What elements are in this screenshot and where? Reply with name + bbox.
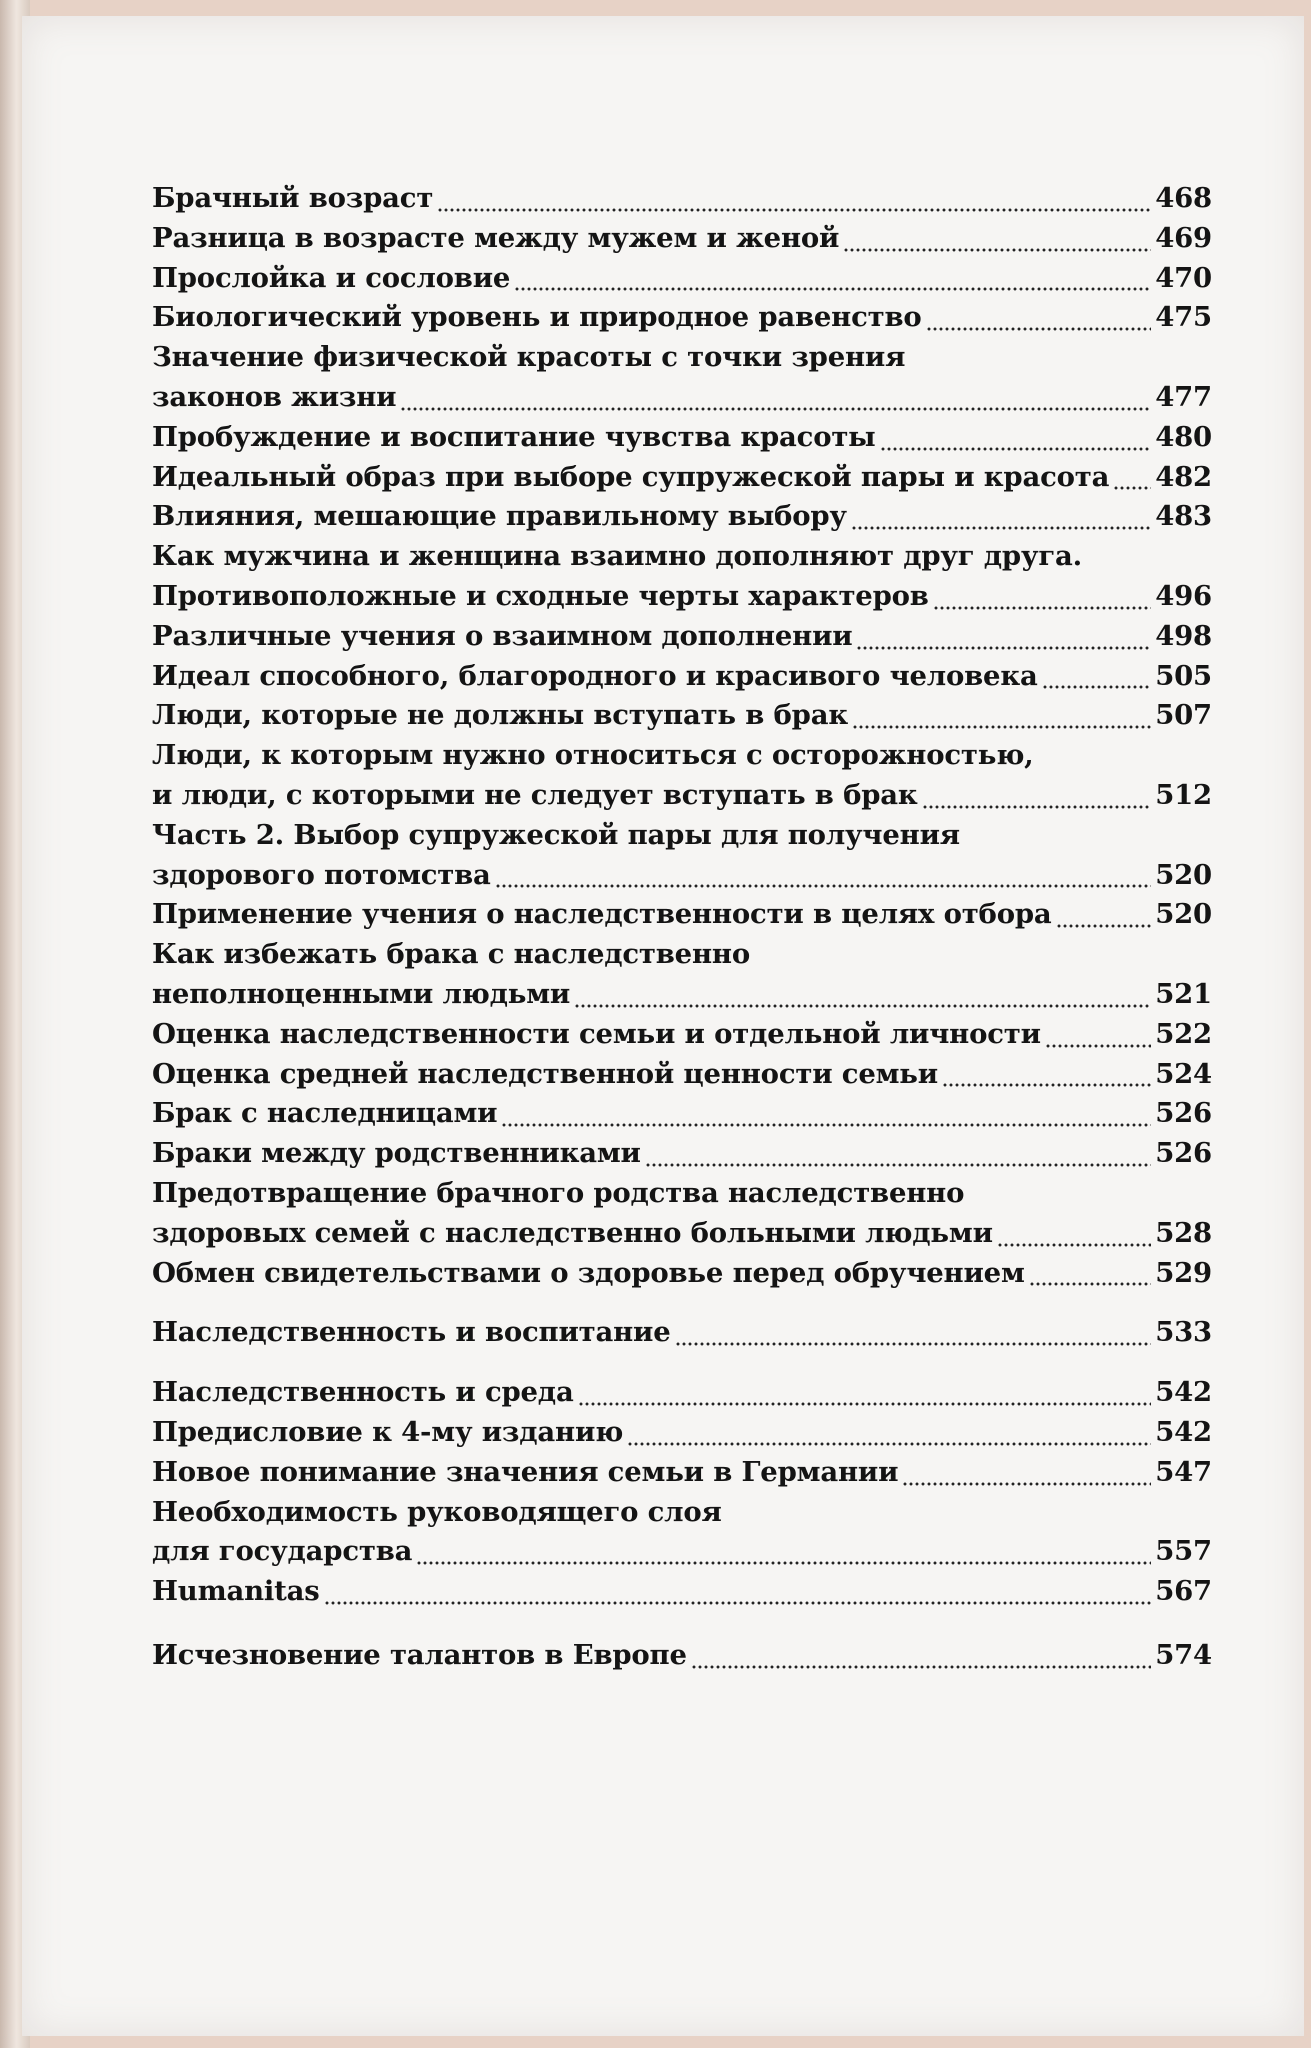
page-number: 526 <box>1155 1137 1212 1170</box>
page-number: 547 <box>1155 1455 1212 1488</box>
dot-leader <box>942 1083 1151 1087</box>
toc-entry <box>152 540 1212 580</box>
section-gap <box>152 1615 1212 1639</box>
toc-entry <box>152 1316 1212 1356</box>
toc-entry-row <box>152 1535 1212 1575</box>
page-number: 505 <box>1155 659 1212 692</box>
toc-entry-title: Предисловие к 4-му изданию <box>152 1415 624 1448</box>
toc-entry <box>152 1639 1212 1679</box>
toc-entry-title: Браки между родственниками <box>152 1137 641 1170</box>
toc-entry-row <box>152 1018 1212 1058</box>
toc-entry-title: Применение учения о наследственности в целях отбора <box>152 898 1052 931</box>
page-number: 520 <box>1155 898 1212 931</box>
toc-entry <box>152 1575 1212 1615</box>
toc-entry-row <box>152 182 1212 222</box>
toc-entry-title: Прослойка и сословие <box>152 261 511 294</box>
toc-entry-title: Влияния, мешающие правильному выбору <box>152 500 847 533</box>
toc-entry-title: Наследственность и воспитание <box>152 1316 671 1349</box>
toc-entry-row <box>152 461 1212 501</box>
book-page <box>22 16 1304 2036</box>
toc-entry-row <box>152 1316 1212 1356</box>
dot-leader <box>416 1561 1151 1565</box>
toc-entry-title: Биологический уровень и природное равенство <box>152 301 922 334</box>
page-number: 526 <box>1155 1097 1212 1130</box>
dot-leader <box>997 1243 1151 1247</box>
page-number: 483 <box>1155 500 1212 533</box>
dot-leader <box>1056 924 1152 928</box>
toc-entry-row <box>152 1456 1212 1496</box>
toc-entry-row <box>152 1217 1212 1257</box>
toc-entry-title: Противоположные и сходные черты характеров <box>152 579 929 612</box>
page-number: 470 <box>1155 261 1212 294</box>
dot-leader <box>933 606 1152 610</box>
toc-entry-title: здоровых семей с наследственно больными людьми <box>152 1216 993 1249</box>
page-number: 520 <box>1155 858 1212 891</box>
toc-entry-row <box>152 1137 1212 1177</box>
section-gap <box>152 1356 1212 1376</box>
dot-leader <box>578 1402 1152 1406</box>
toc-entry-row <box>152 262 1212 302</box>
toc-entry <box>152 819 1212 899</box>
toc-entry-row <box>152 699 1212 739</box>
toc-entry-title: Оценка наследственности семьи и отдельной личности <box>152 1017 1041 1050</box>
toc-entry-row <box>152 580 1212 620</box>
toc-entry-row <box>152 1097 1212 1137</box>
page-number: 542 <box>1155 1415 1212 1448</box>
toc-entry-row <box>152 1376 1212 1416</box>
toc-entry-title: неполноценными людьми <box>152 977 571 1010</box>
toc-entry-row <box>152 540 1212 580</box>
toc-entry-row <box>152 859 1212 899</box>
toc-entry-row <box>152 222 1212 262</box>
toc-entry-title: Идеал способного, благородного и красивого человека <box>152 659 1038 692</box>
page-number: 567 <box>1155 1575 1212 1608</box>
toc-entry-title: законов жизни <box>152 380 397 413</box>
toc-entry-row <box>152 500 1212 540</box>
dot-leader <box>675 1342 1152 1346</box>
toc-entry-title: для государства <box>152 1535 413 1568</box>
toc-entry-row <box>152 898 1212 938</box>
toc-entry-title: Humanitas <box>152 1575 320 1608</box>
toc-entry-title: Оценка средней наследственной ценности семьи <box>152 1057 938 1090</box>
toc-entry-row <box>152 1639 1212 1679</box>
page-number: 482 <box>1155 460 1212 493</box>
toc-entry <box>152 500 1212 540</box>
dot-leader <box>437 208 1151 212</box>
toc-entry-row <box>152 381 1212 421</box>
toc-entry <box>152 341 1212 421</box>
section-gap <box>152 1296 1212 1316</box>
page-number: 574 <box>1155 1638 1212 1671</box>
dot-leader <box>1029 1282 1152 1286</box>
toc-entry-title: Различные учения о взаимном дополнении <box>152 619 853 652</box>
toc-entry <box>152 461 1212 501</box>
toc-entry-title: и люди, с которыми не следует вступать в брак <box>152 778 918 811</box>
page-number: 468 <box>1155 182 1212 214</box>
page-number: 522 <box>1155 1017 1212 1050</box>
dot-leader <box>856 646 1151 650</box>
dot-leader <box>627 1442 1151 1446</box>
page-number: 528 <box>1155 1216 1212 1249</box>
page-number: 529 <box>1155 1256 1212 1289</box>
toc-entry <box>152 1376 1212 1416</box>
page-number: 521 <box>1155 977 1212 1010</box>
page-number: 480 <box>1155 420 1212 453</box>
toc-entry <box>152 262 1212 302</box>
toc-entry-title: Разница в возрасте между мужем и женой <box>152 221 840 254</box>
toc-entry <box>152 739 1212 819</box>
toc-entry <box>152 1257 1212 1297</box>
dot-leader <box>514 287 1151 291</box>
toc-entry-title: Обмен свидетельствами о здоровье перед обручением <box>152 1256 1025 1289</box>
page-number: 475 <box>1155 301 1212 334</box>
dot-leader <box>645 1163 1151 1167</box>
toc-entry <box>152 938 1212 1018</box>
dot-leader <box>852 725 1151 729</box>
toc-entry-title-line: Люди, к которым нужно относиться с осторожностью, <box>152 739 1034 772</box>
toc-entry <box>152 898 1212 938</box>
toc-entry <box>152 620 1212 660</box>
toc-entry-title: Новое понимание значения семьи в Германии <box>152 1455 899 1488</box>
toc-entry-title: Наследственность и среда <box>152 1376 574 1409</box>
page-number: 469 <box>1155 221 1212 254</box>
toc-entry-title-line: Значение физической красоты с точки зрения <box>152 341 906 374</box>
toc-entry <box>152 1137 1212 1177</box>
table-of-contents <box>152 182 1212 1679</box>
page-number: 507 <box>1155 699 1212 732</box>
toc-entry <box>152 421 1212 461</box>
toc-entry <box>152 660 1212 700</box>
toc-entry-title: Как мужчина и женщина взаимно дополняют друг друга. <box>152 540 1082 573</box>
dot-leader <box>843 248 1151 252</box>
page-number: 542 <box>1155 1376 1212 1409</box>
toc-entry-row <box>152 1257 1212 1297</box>
dot-leader <box>922 805 1152 809</box>
toc-entry <box>152 222 1212 262</box>
dot-leader <box>926 327 1152 331</box>
toc-entry <box>152 1456 1212 1496</box>
toc-entry-row <box>152 620 1212 660</box>
toc-entry-row <box>152 301 1212 341</box>
dot-leader <box>501 1123 1151 1127</box>
toc-entry <box>152 1097 1212 1137</box>
dot-leader <box>691 1665 1151 1669</box>
toc-entry-row <box>152 421 1212 461</box>
toc-entry <box>152 1416 1212 1456</box>
toc-entry-row <box>152 1058 1212 1098</box>
toc-entry-title: Люди, которые не должны вступать в брак <box>152 699 848 732</box>
dot-leader <box>851 526 1151 530</box>
page-number: 524 <box>1155 1057 1212 1090</box>
toc-entry <box>152 1496 1212 1576</box>
toc-entry <box>152 699 1212 739</box>
toc-entry-title: Брачный возраст <box>152 182 434 214</box>
page-number: 512 <box>1155 778 1212 811</box>
toc-entry-title: Брак с наследницами <box>152 1097 498 1130</box>
dot-leader <box>902 1482 1151 1486</box>
dot-leader <box>1045 1044 1151 1048</box>
toc-entry-row <box>152 1416 1212 1456</box>
dot-leader <box>574 1004 1151 1008</box>
page-number: 498 <box>1155 619 1212 652</box>
page-number: 557 <box>1155 1535 1212 1568</box>
page-number: 496 <box>1155 579 1212 612</box>
dot-leader <box>324 1601 1152 1605</box>
toc-entry <box>152 580 1212 620</box>
toc-entry-title-line: Предотвращение брачного родства наследственно <box>152 1176 965 1209</box>
toc-entry <box>152 1177 1212 1257</box>
toc-entry-title: Исчезновение талантов в Европе <box>152 1638 687 1671</box>
toc-entry-title: Идеальный образ при выборе супружеской пары и красота <box>152 460 1110 493</box>
toc-entry-row <box>152 1575 1212 1615</box>
toc-entry-row <box>152 779 1212 819</box>
page-number: 477 <box>1155 380 1212 413</box>
toc-entry-title-line: Часть 2. Выбор супружеской пары для получения <box>152 818 960 851</box>
dot-leader <box>495 884 1152 888</box>
dot-leader <box>880 447 1152 451</box>
toc-entry-row <box>152 660 1212 700</box>
toc-entry-title-line: Необходимость руководящего слоя <box>152 1495 722 1528</box>
dot-leader <box>1113 486 1151 490</box>
toc-entry-row <box>152 978 1212 1018</box>
toc-entry-title-line: Как избежать брака с наследственно <box>152 938 750 971</box>
toc-entry <box>152 301 1212 341</box>
dot-leader <box>400 407 1151 411</box>
page-number: 533 <box>1155 1316 1212 1349</box>
toc-entry <box>152 1018 1212 1058</box>
toc-entry-title: здорового потомства <box>152 858 491 891</box>
toc-entry <box>152 182 1212 222</box>
toc-entry <box>152 1058 1212 1098</box>
toc-entry-title: Пробуждение и воспитание чувства красоты <box>152 420 876 453</box>
dot-leader <box>1042 685 1152 689</box>
